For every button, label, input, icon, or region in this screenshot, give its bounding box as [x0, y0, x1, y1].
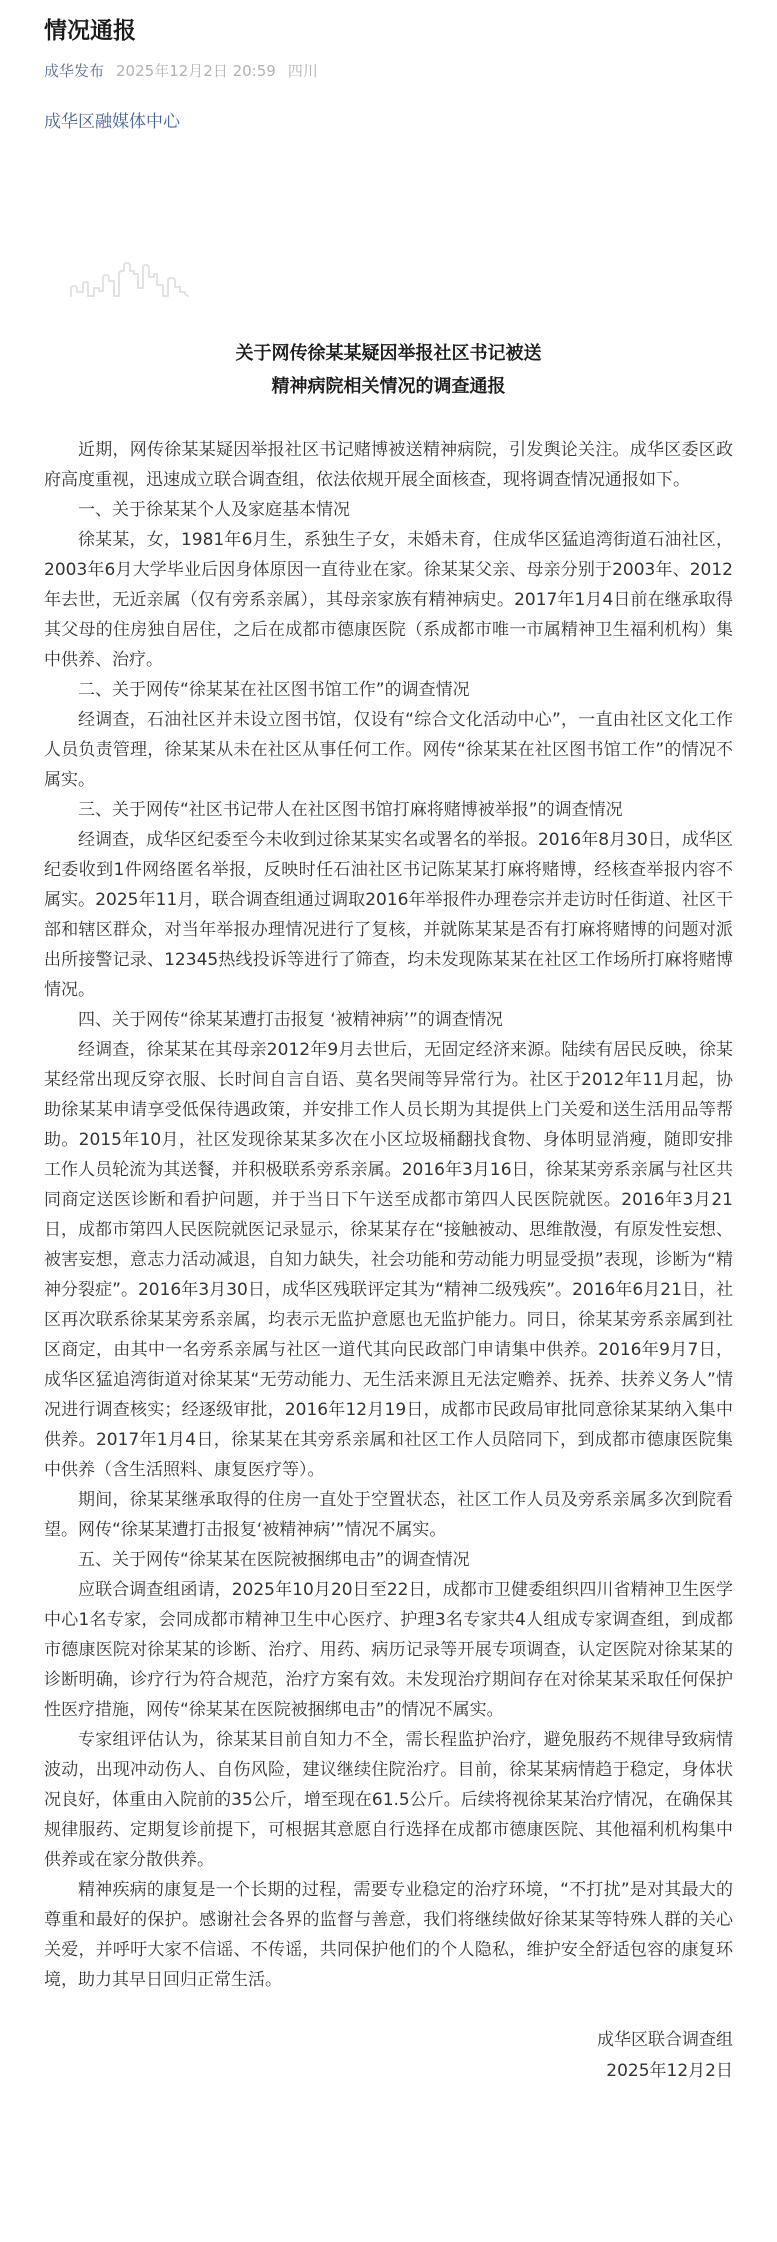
- signature-date: 2025年12月2日: [606, 2061, 733, 2081]
- banner-image[interactable]: [44, 141, 733, 301]
- section-heading: 五、关于网传“徐某某在医院被捆绑电击”的调查情况: [78, 1550, 470, 1570]
- paragraph: 经调查，徐某某在其母亲2012年9月去世后，无固定经济来源。陆续有居民反映，徐某某经常出现反穿衣服、长时间自言自语、莫名哭闹等异常行为。社区于2012年11月起，协助徐某某申请享受低保待遇政策，并安排工作人员长期为其提供上门关爱和送生活用品等帮助。2015年10月，社区发现徐某某多次在小区垃圾桶翻找食物、身体明显消瘦，随即安排工作人员轮流为其送餐，并积极联系旁系亲属。2016年3月16日，徐某某旁系亲属与社区共同商定送医诊断和看护问题，并于当日下午送至成都市第四人民医院就医。2016年3月21日，成都市第四人民医院就医记录显示，徐某某存在“接触被动、思维散漫，有原发性妄想、被害妄想，意志力活动减退，自知力缺失，社会功能和劳动能力明显受损”表现，诊断为“精神分裂症”。2016年3月30日，成华区残联评定其为“精神二级残疾”。2016年6月21日，社区再次联系徐某某旁系亲属，均表示无监护意愿也无监护能力。同日，徐某某旁系亲属到社区商定，由其中一名旁系亲属与社区一道代其向民政部门申请集中供养。2016年9月7日，成华区猛追湾街道对徐某某“无劳动能力、无生活来源且无法定赡养、抚养、扶养义务人”情况进行调查核实；经逐级审批，2016年12月19日，成都市民政局审批同意徐某某纳入集中供养。2017年1月4日，徐某某在其旁系亲属和社区工作人员陪同下，到成都市德康医院集中供养（含生活照料、康复医疗等）。: [44, 1040, 733, 1480]
- signature-org: 成华区联合调查组: [597, 2030, 733, 2050]
- publish-location: 四川: [287, 62, 318, 80]
- section-heading: 四、关于网传“徐某某遭打击报复 ‘被精神病’”的调查情况: [78, 1010, 503, 1030]
- page-title: 情况通报: [44, 18, 136, 44]
- media-center-link[interactable]: 成华区融媒体中心: [44, 112, 180, 132]
- paragraph: 专家组评估认为，徐某某目前自知力不全，需长程监护治疗，避免服药不规律导致病情波动，出现冲动伤人、自伤风险，建议继续住院治疗。目前，徐某某病情趋于稳定，身体状况良好，体重由入院前的35公斤，增至现在61.5公斤。后续将视徐某某治疗情况，在确保其规律服药、定期复诊前提下，可根据其意愿自行选择在成都市德康医院、其他福利机构集中供养或在家分散供养。: [44, 1730, 733, 1870]
- paragraph: 应联合调查组函请，2025年10月20日至22日，成都市卫健委组织四川省精神卫生医学中心1名专家，会同成都市精神卫生中心医疗、护理3名专家共4人组成专家调查组，到成都市德康医院对徐某某的诊断、治疗、用药、病历记录等开展专项调查，认定医院对徐某某的诊断明确，诊疗行为符合规范，治疗方案有效。未发现治疗期间存在对徐某某采取任何保护性医疗措施，网传“徐某某在医院被捆绑电击”的情况不属实。: [44, 1580, 733, 1720]
- section-heading: 三、关于网传“社区书记带人在社区图书馆打麻将赌博被举报”的调查情况: [78, 800, 623, 820]
- notice-title-line2: 精神病院相关情况的调查通报: [271, 376, 506, 397]
- paragraph: 精神疾病的康复是一个长期的过程，需要专业稳定的治疗环境，“不打扰”是对其最大的尊重和最好的保护。感谢社会各界的监督与善意，我们将继续做好徐某某等特殊人群的关心关爱，并呼吁大家不信谣、不传谣，共同保护他们的个人隐私，维护安全舒适包容的康复环境，助力其早日回归正常生活。: [44, 1880, 733, 1990]
- paragraph: 经调查，成华区纪委至今未收到过徐某某实名或署名的举报。2016年8月30日，成华区纪委收到1件网络匿名举报，反映时任石油社区书记陈某某打麻将赌博，经核查举报内容不属实。2025年11月，联合调查组通过调取2016年举报件办理卷宗并走访时任街道、社区干部和辖区群众，对当年举报办理情况进行了复核，并就陈某某是否有打麻将赌博的问题对派出所接警记录、12345热线投诉等进行了筛查，均未发现陈某某在社区工作场所打麻将赌博情况。: [44, 830, 733, 1000]
- section-heading: 二、关于网传“徐某某在社区图书馆工作”的调查情况: [78, 680, 470, 700]
- section-heading: 一、关于徐某某个人及家庭基本情况: [78, 500, 350, 520]
- article-body: [44, 435, 733, 1995]
- paragraph: 期间，徐某某继承取得的住房一直处于空置状态，社区工作人员及旁系亲属多次到院看望。网传“徐某某遭打击报复‘被精神病’”情况不属实。: [44, 1490, 733, 1540]
- city-skyline-icon: [68, 243, 284, 297]
- publish-datetime: 2025年12月2日 20:59: [116, 62, 276, 80]
- signature-block: [44, 2025, 733, 2087]
- article-meta: [44, 61, 733, 81]
- paragraph: 近期，网传徐某某疑因举报社区书记赌博被送精神病院，引发舆论关注。成华区委区政府高度重视，迅速成立联合调查组，依法依规开展全面核查，现将调查情况通报如下。: [44, 440, 733, 490]
- account-name-link[interactable]: 成华发布: [44, 62, 105, 80]
- paragraph: 经调查，石油社区并未设立图书馆，仅设有“综合文化活动中心”，一直由社区文化工作人员负责管理，徐某某从未在社区从事任何工作。网传“徐某某在社区图书馆工作”的情况不属实。: [44, 710, 733, 790]
- notice-title-line1: 关于网传徐某某疑因举报社区书记被送: [235, 343, 542, 364]
- paragraph: 徐某某，女，1981年6月生，系独生子女，未婚未育，住成华区猛追湾街道石油社区，2003年6月大学毕业后因身体原因一直待业在家。徐某某父亲、母亲分别于2003年、2012年去世，无近亲属（仅有旁系亲属），其母亲家族有精神病史。2017年1月4日前在继承取得其父母的住房独自居住，之后在成都市德康医院（系成都市唯一市属精神卫生福利机构）集中供养、治疗。: [44, 530, 733, 670]
- notice-title: [44, 337, 733, 403]
